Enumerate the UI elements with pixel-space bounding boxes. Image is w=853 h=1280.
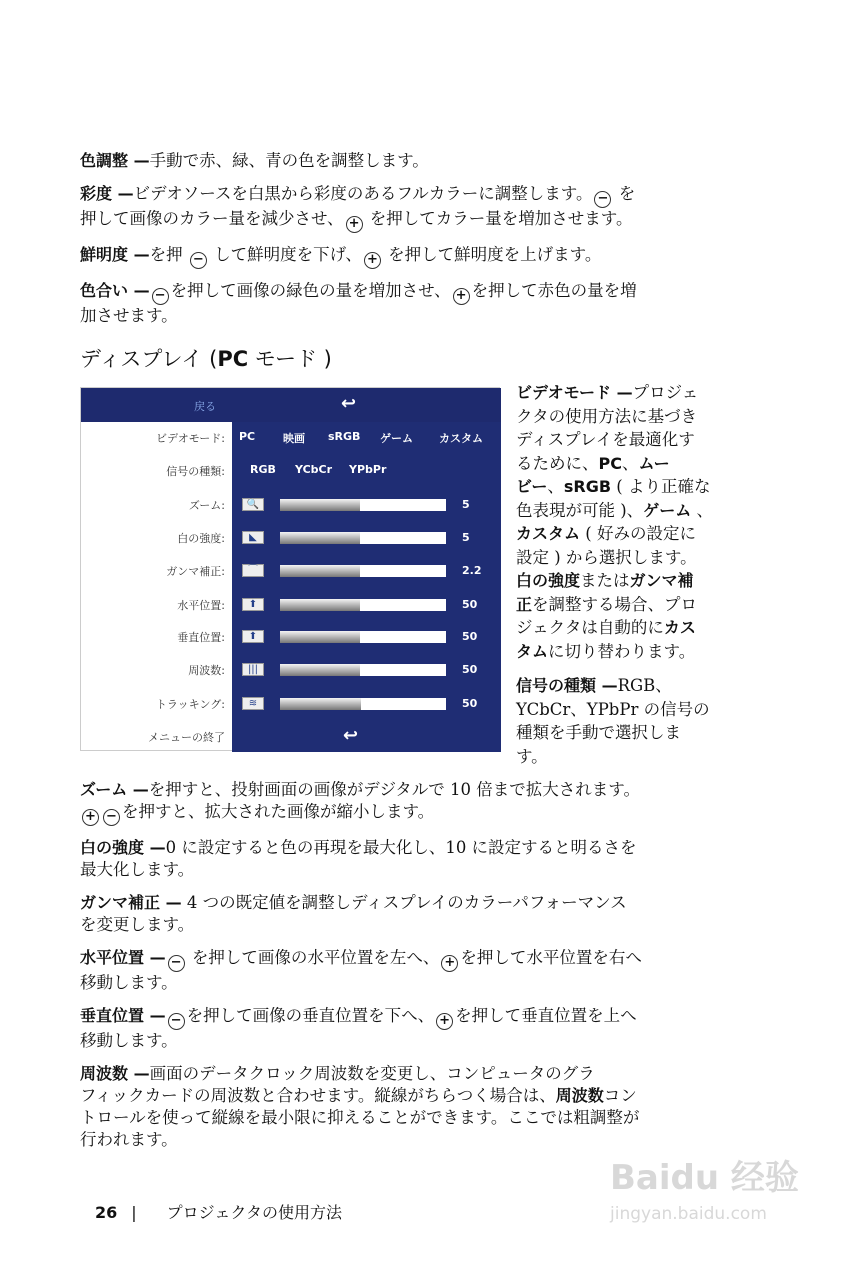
slider-value: 5 — [462, 498, 470, 511]
heading-prefix: ディスプレイ ( — [80, 347, 218, 371]
baidu-watermark — [610, 1160, 799, 1232]
text: ジェクタは自動的に — [516, 618, 664, 637]
menu-row-label: ガンマ補正: — [166, 565, 225, 578]
arrow-up-icon: ⬆ — [242, 630, 264, 643]
text: 種類を手動で選択しま — [516, 723, 681, 742]
text-line — [516, 405, 741, 429]
text-line — [80, 859, 740, 881]
plus-button-icon: + — [453, 288, 470, 305]
text: を押して鮮明度を上げます。 — [382, 245, 602, 264]
text-line — [80, 244, 740, 269]
gamma-curve-icon: ⌒ — [242, 564, 264, 577]
text: クタの使用方法に基づき — [516, 406, 698, 426]
paragraph — [80, 837, 740, 881]
term: ズーム — — [80, 780, 149, 799]
term: ムー — [638, 453, 670, 473]
text-line — [80, 1129, 740, 1151]
frequency-icon: ||| — [242, 663, 264, 676]
text-line — [80, 183, 740, 208]
text-line — [516, 381, 741, 405]
exit-arrow-icon[interactable]: ↩ — [343, 725, 359, 746]
text-line — [80, 972, 740, 994]
text-line — [516, 593, 741, 617]
term: ビー — [516, 477, 548, 496]
term: 鮮明度 — — [80, 245, 150, 264]
zoom-icon: 🔍 — [242, 498, 264, 511]
page-footer — [95, 1200, 342, 1223]
text-line — [80, 801, 740, 826]
text: ( 好みの設定に — [580, 524, 696, 543]
slider-value: 50 — [462, 630, 478, 643]
text-line — [80, 892, 740, 914]
paragraph — [80, 150, 740, 172]
term: 水平位置 — — [80, 948, 166, 967]
term: カスタム — [516, 524, 581, 543]
text: ビデオソースを白黒から彩度のあるフルカラーに調整します。 — [133, 184, 593, 203]
text: を押してカラー量を増加させます。 — [364, 209, 633, 228]
slider-value: 50 — [462, 598, 478, 611]
term: 色調整 — — [80, 151, 150, 170]
slider-4[interactable] — [280, 631, 446, 643]
heading-pc: PC — [217, 347, 249, 371]
term: 正 — [516, 594, 533, 614]
text: を — [613, 184, 636, 203]
minus-button-icon: − — [168, 1013, 185, 1030]
paragraph — [80, 892, 740, 936]
text: RGB、 — [617, 676, 672, 695]
osd-display-menu — [80, 387, 500, 751]
text: を押 — [149, 245, 188, 264]
plus-button-icon: + — [436, 1013, 453, 1030]
text: トロールを使って縦線を最小限に抑えることができます。ここでは粗調整が — [80, 1108, 640, 1127]
text: を押して画像の水平位置を左へ、 — [186, 948, 440, 967]
slider-fill — [280, 599, 360, 611]
text: を押して赤色の量を増 — [471, 281, 637, 300]
menu-row-label: トラッキング: — [155, 698, 225, 711]
paragraph — [80, 1063, 740, 1151]
text: ディスプレイを最適化す — [516, 430, 695, 449]
text-line — [516, 674, 741, 698]
text-line — [516, 640, 741, 664]
text: 加させます。 — [80, 306, 178, 325]
minus-button-icon: − — [168, 955, 185, 972]
text-line — [80, 914, 740, 936]
footer-section-title: プロジェクタの使用方法 — [166, 1203, 343, 1222]
text: を押して水平位置を右へ — [460, 948, 642, 967]
slider-value: 50 — [462, 663, 478, 676]
video-mode-option[interactable]: PC — [239, 430, 256, 443]
paragraph — [516, 381, 741, 663]
text: コン — [603, 1086, 637, 1105]
video-mode-option[interactable]: sRGB — [328, 430, 361, 443]
text-line — [80, 1030, 740, 1052]
text-line — [80, 947, 740, 972]
return-arrow-icon[interactable]: ↩ — [341, 393, 357, 414]
paragraph — [80, 947, 740, 994]
video-mode-option[interactable]: カスタム — [439, 432, 483, 445]
text-line — [516, 522, 741, 546]
text-line — [516, 745, 741, 769]
text: 、 — [621, 453, 639, 473]
paragraph — [516, 674, 741, 768]
term: 色合い — — [80, 281, 150, 300]
text: す。 — [516, 746, 548, 766]
slider-fill — [280, 499, 360, 511]
term: ビデオモード — — [516, 383, 633, 402]
slider-6[interactable] — [280, 698, 446, 710]
text: 色表現が可能 )、 — [516, 500, 644, 520]
text-line — [80, 1107, 740, 1129]
term: 彩度 — — [80, 184, 134, 203]
menu-row-label: ズーム: — [188, 499, 225, 512]
footer-separator: | — [131, 1203, 137, 1222]
text-line — [80, 1085, 740, 1107]
back-label[interactable]: 戻る — [194, 400, 216, 413]
text-line — [516, 698, 741, 722]
text-line — [516, 475, 741, 499]
text: るために、 — [516, 453, 599, 473]
signal-type-option[interactable]: YCbCr — [295, 463, 333, 476]
text: を変更します。 — [80, 915, 195, 934]
heading-suffix: モード ) — [248, 347, 332, 371]
term: ガンマ補 — [629, 571, 694, 590]
term: 白の強度 — [516, 571, 581, 590]
text-line — [80, 208, 740, 233]
text-line — [80, 779, 740, 801]
term: sRGB — [563, 477, 612, 496]
text: フィックカードの周波数と合わせます。縦線がちらつく場合は、 — [80, 1086, 556, 1105]
plus-button-icon: + — [364, 252, 381, 269]
text: 押して画像のカラー量を減少させ、 — [80, 209, 344, 228]
menu-row-label: 白の強度: — [177, 532, 225, 545]
term: 信号の種類 — — [516, 676, 618, 695]
section-heading — [80, 343, 332, 373]
plus-button-icon: + — [346, 216, 363, 233]
minus-button-icon: − — [190, 252, 207, 269]
term: ガンマ補正 — — [80, 893, 182, 912]
text: 移動します。 — [80, 973, 178, 992]
text-line — [516, 616, 741, 640]
slider-fill — [280, 664, 360, 676]
intro-section — [80, 150, 740, 338]
menu-row-label: 周波数: — [188, 664, 225, 677]
slider-2[interactable] — [280, 565, 446, 577]
text-line — [80, 837, 740, 859]
minus-button-icon: − — [594, 191, 611, 208]
minus-button-icon: − — [103, 809, 120, 826]
menu-row-label: 垂直位置: — [177, 631, 225, 644]
signal-type-option[interactable]: RGB — [250, 463, 276, 476]
text: 、 — [547, 477, 564, 496]
slider-value: 5 — [462, 531, 470, 544]
term: タム — [516, 641, 549, 661]
signal-type-option[interactable]: YPbPr — [349, 463, 387, 476]
page-number: 26 — [95, 1203, 118, 1222]
slider-value: 2.2 — [462, 564, 482, 577]
slider-fill — [280, 698, 361, 710]
paragraph — [80, 280, 740, 327]
text-line — [80, 305, 740, 327]
text: を押して垂直位置を上へ — [455, 1006, 637, 1025]
paragraph — [80, 244, 740, 269]
video-mode-option[interactable]: ゲーム — [380, 432, 413, 445]
slider-0[interactable] — [280, 499, 446, 511]
text: 行われます。 — [80, 1130, 178, 1149]
text-line — [80, 1005, 740, 1030]
arrow-up-icon: ⬆ — [242, 598, 264, 611]
text: 0 に設定すると色の再現を最大化し、10 に設定すると明るさを — [165, 838, 637, 857]
settings-descriptions — [80, 779, 740, 1162]
slider-5[interactable] — [280, 664, 446, 676]
term: ゲーム — [643, 500, 692, 520]
text-line — [516, 569, 741, 593]
slider-1[interactable] — [280, 532, 446, 544]
menu-row-label: 水平位置: — [177, 599, 225, 612]
text-line — [516, 452, 741, 476]
text: 移動します。 — [80, 1031, 178, 1050]
term: PC — [598, 453, 622, 473]
text: ( より正確な — [611, 477, 711, 496]
text: 画面のデータクロック周波数を変更し、コンピュータのグラ — [149, 1064, 595, 1083]
tracking-icon: ≋ — [242, 697, 264, 710]
menu-row-label: ビデオモード: — [155, 432, 225, 445]
menu-header[interactable] — [81, 388, 501, 422]
paragraph — [80, 1005, 740, 1052]
text-line — [516, 721, 741, 745]
exit-menu-label[interactable]: メニューの終了 — [148, 731, 225, 744]
menu-row-label: 信号の種類: — [166, 465, 225, 478]
text-line — [516, 499, 741, 523]
text: を押して画像の緑色の量を増加させ、 — [170, 281, 451, 300]
term: 白の強度 — — [80, 838, 166, 857]
text: 手動で赤、緑、青の色を調整します。 — [149, 151, 429, 170]
slider-value: 50 — [462, 697, 478, 710]
paragraph — [80, 779, 740, 826]
text: に切り替わります。 — [548, 641, 696, 661]
text: 最大化します。 — [80, 860, 195, 879]
text-line — [516, 546, 741, 570]
text-line — [516, 428, 741, 452]
text: または — [580, 571, 630, 590]
text: プロジェ — [632, 383, 699, 402]
slider-fill — [280, 532, 360, 544]
slider-fill — [280, 565, 360, 577]
watermark-url: jingyan.baidu.com — [610, 1204, 767, 1224]
text: 、 — [691, 500, 713, 520]
video-mode-option[interactable]: 映画 — [283, 432, 305, 445]
watermark-logo: Baidu 经验 — [610, 1158, 799, 1198]
text: して鮮明度を下げ、 — [208, 245, 362, 264]
text-line — [80, 1063, 740, 1085]
text: YCbCr、YPbPr の信号の — [516, 699, 710, 719]
term: 周波数 — [555, 1086, 604, 1105]
minus-button-icon: − — [152, 288, 169, 305]
term: 垂直位置 — — [80, 1006, 166, 1025]
plus-button-icon: + — [82, 809, 99, 826]
slider-3[interactable] — [280, 599, 446, 611]
text: を調整する場合、プロ — [532, 594, 698, 614]
term: 周波数 — — [80, 1064, 150, 1083]
text: 設定 ) から選択します。 — [516, 547, 697, 567]
text: を押して画像の垂直位置を下へ、 — [186, 1006, 435, 1025]
text-line — [80, 150, 740, 172]
text: 4 つの既定値を調整しディスプレイのカラーパフォーマンス — [181, 893, 627, 912]
text: を押すと、拡大された画像が縮小します。 — [122, 802, 435, 821]
term: カス — [663, 618, 696, 637]
plus-button-icon: + — [441, 955, 458, 972]
text-line — [80, 280, 740, 305]
slider-fill — [280, 631, 360, 643]
white-intensity-icon: ◣ — [242, 531, 264, 544]
paragraph — [80, 183, 740, 233]
text: を押すと、投射画面の画像がデジタルで 10 倍まで拡大されます。 — [148, 780, 640, 799]
side-description — [516, 381, 741, 779]
